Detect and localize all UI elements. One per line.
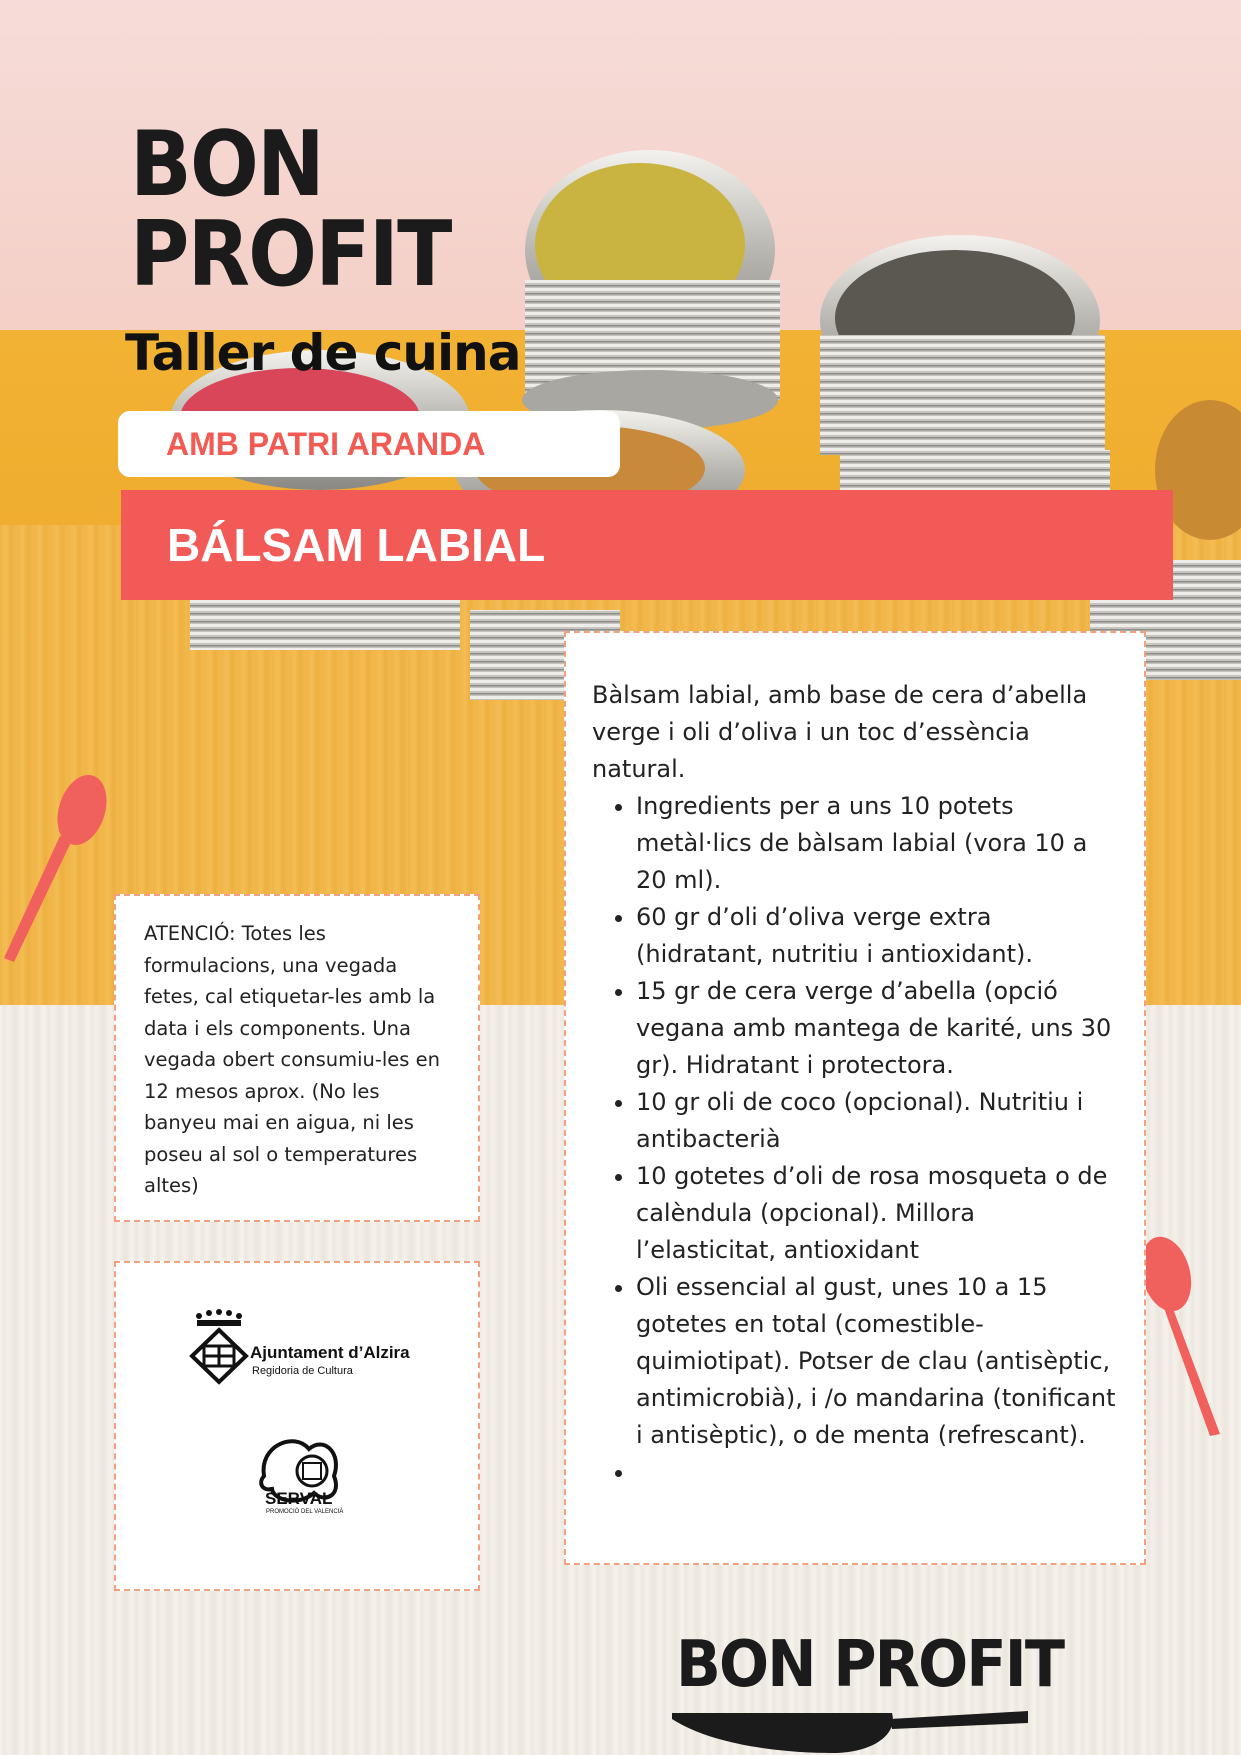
ajuntament-crest-icon <box>184 1308 254 1388</box>
workshop-heading: Taller de cuina <box>125 324 521 382</box>
recipe-intro: Bàlsam labial, amb base de cera d’abella verge i oli d’oliva i un toc d’essència natural. <box>592 681 1088 783</box>
ingredient-list <box>592 788 1116 1491</box>
ajuntament-name: Ajuntament d’Alzira <box>250 1343 410 1362</box>
ajuntament-subtitle: Regidoria de Cultura <box>252 1365 353 1377</box>
brand-logo-line1: BON <box>130 112 323 217</box>
list-item: • Oli essencial al gust, unes 10 a 15 gotetes en total (comestible-quimiotipat). Potser de clau (antisèptic, antimicrobià), i /o mandarina (tonificant i antisèptic), o de menta (refrescant). <box>636 1269 1116 1454</box>
serval-name: SERVAL <box>265 1489 333 1508</box>
recipe-title-bar <box>121 490 1173 600</box>
footer-logo <box>672 1628 1064 1755</box>
brand-logo <box>130 112 486 307</box>
notice-box <box>114 894 480 1222</box>
footer-logo-text: BON PROFIT <box>676 1628 1064 1702</box>
recipe-box <box>564 631 1146 1565</box>
host-pill <box>118 411 620 477</box>
brand-logo-line2: PROFIT <box>130 202 451 307</box>
spoon-pan-icon <box>672 1705 1032 1755</box>
host-label: AMB PATRI ARANDA <box>166 425 486 462</box>
notice-text: ATENCIÓ: Totes les formulacions, una vegada fetes, cal etiquetar-les amb la data i els components. Una vegada obert consumiu-les en 12 mesos aprox. (No les banyeu mai en aigua, ni les poseu al sol o temperatures altes) <box>144 922 441 1197</box>
list-item: • 10 gr oli de coco (opcional). Nutritiu i antibacterià <box>636 1084 1116 1158</box>
list-item: • 10 gotetes d’oli de rosa mosqueta o de calèndula (opcional). Millora l’elasticitat, antioxidant <box>636 1158 1116 1269</box>
list-item: • Ingredients per a uns 10 potets metàl·lics de bàlsam labial (vora 10 a 20 ml). <box>636 788 1116 899</box>
list-item: • 15 gr de cera verge d’abella (opció vegana amb mantega de karité, uns 30 gr). Hidratant i protectora. <box>636 973 1116 1084</box>
spoon-left-illustration <box>0 772 110 972</box>
list-item <box>636 1454 1116 1491</box>
list-item: • 60 gr d’oli d’oliva verge extra (hidratant, nutritiu i antioxidant). <box>636 899 1116 973</box>
serval-subtitle: PROMOCIÓ DEL VALENCIÀ <box>266 1509 344 1515</box>
sponsor-box <box>114 1261 480 1591</box>
recipe-title: BÁLSAM LABIAL <box>167 519 546 571</box>
